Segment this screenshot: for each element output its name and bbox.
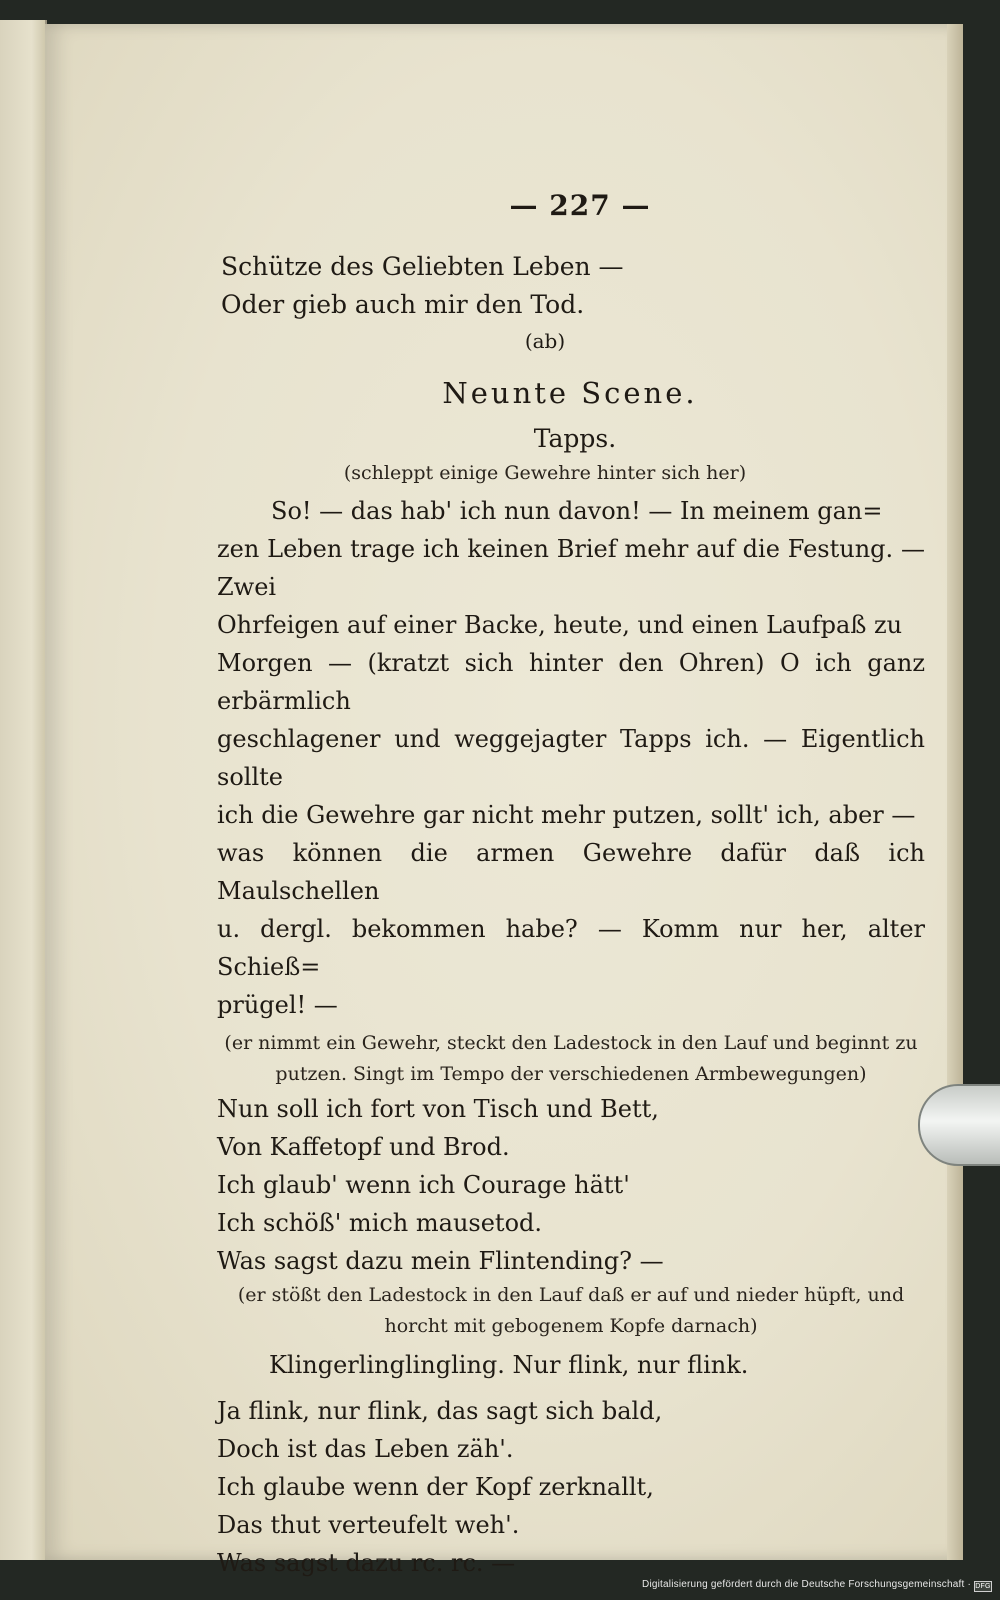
monologue (217, 492, 925, 1024)
monologue-line: So! — das hab' ich nun davon! — In meinem gan= (271, 497, 883, 525)
monologue-line: Morgen — (kratzt sich hinter den Ohren) O ich ganz erbärmlich (217, 649, 925, 715)
monologue-line: was können die armen Gewehre dafür daß ich Maulschellen (217, 839, 925, 905)
monologue-line: u. dergl. bekommen habe? — Komm nur her, alter Schieß= (217, 915, 925, 981)
exit-direction: (ab) (524, 329, 566, 353)
left-page-edge (0, 20, 47, 1560)
song-line: Doch ist das Leben zäh'. (217, 1435, 514, 1463)
credit-text: Digitalisierung gefördert durch die Deutsche Forschungsgemeinschaft · (642, 1579, 971, 1590)
song-line: Von Kaffetopf und Brod. (217, 1133, 510, 1161)
dfg-logo-icon: DFG (975, 1583, 991, 1590)
opening-verse (221, 248, 925, 324)
stage-direction-ladestock: (er stößt den Ladestock in den Lauf daß er auf und nieder hüpft, und horcht mit gebogenem Kopfe darnach) (237, 1284, 905, 1337)
refrain: Klingerlinglingling. Nur flink, nur flink. (269, 1351, 749, 1379)
page-clip (918, 1084, 1000, 1166)
scene-title: Neunte Scene. (442, 376, 698, 410)
monologue-line: prügel! — (217, 991, 338, 1019)
stage-direction-putzen: (er nimmt ein Gewehr, steckt den Ladestock in den Lauf und beginnt zu putzen. Singt im Tempo der verschiedenen Armbewegungen) (224, 1032, 918, 1085)
song-line: Das thut verteufelt weh'. (217, 1511, 520, 1539)
monologue-line: Ohrfeigen auf einer Backe, heute, und einen Laufpaß zu (217, 611, 903, 639)
speaker-name: Tapps. (533, 424, 617, 453)
stage-direction: (schleppt einige Gewehre hinter sich her) (343, 462, 747, 484)
digitization-credit (642, 1579, 992, 1592)
song-line: Was sagst dazu rc. rc. — (217, 1549, 516, 1577)
song-stanza-one (217, 1090, 925, 1280)
monologue-line: ich die Gewehre gar nicht mehr putzen, sollt' ich, aber — (217, 801, 916, 829)
song-line: Ich schöß' mich mausetod. (217, 1209, 543, 1237)
verse-line: Oder gieb auch mir den Tod. (221, 290, 585, 319)
page-content (165, 189, 925, 1582)
page-number: — 227 — (509, 189, 651, 222)
song-stanza-two (217, 1392, 925, 1582)
monologue-line: geschlagener und weggejagter Tapps ich. — Eigentlich sollte (217, 725, 925, 791)
song-line: Ich glaube wenn der Kopf zerknallt, (217, 1473, 654, 1501)
song-line: Ich glaub' wenn ich Courage hätt' (217, 1171, 630, 1199)
page-right-edge (947, 24, 963, 1560)
monologue-line: zen Leben trage ich keinen Brief mehr auf die Festung. — Zwei (217, 535, 925, 601)
song-line: Nun soll ich fort von Tisch und Bett, (217, 1095, 659, 1123)
book-page (45, 24, 963, 1577)
verse-line: Schütze des Geliebten Leben — (221, 252, 624, 281)
song-line: Ja flink, nur flink, das sagt sich bald, (217, 1397, 663, 1425)
song-line: Was sagst dazu mein Flintending? — (217, 1247, 664, 1275)
